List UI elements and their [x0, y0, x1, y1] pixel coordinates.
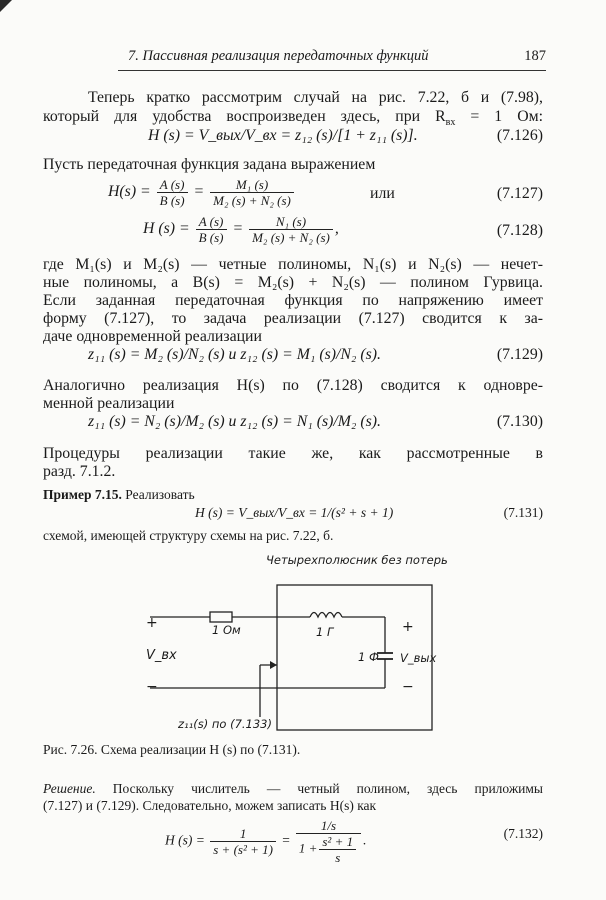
text-run: который для удобства воспроизведен здесь, при R: [43, 108, 446, 125]
denominator: B (s): [157, 192, 188, 208]
fraction: [210, 826, 276, 857]
text-run: 1 +: [298, 840, 318, 856]
eq-lhs: H(s) =: [108, 183, 151, 201]
fraction: [157, 177, 188, 208]
eq-lhs: H (s) =: [165, 832, 205, 848]
para-line: Теперь кратко рассмотрим случай на рис. 7.22, б и (7.98),: [88, 89, 543, 106]
para-line: Пусть передаточная функция задана выражением: [43, 156, 376, 173]
equation-7-132: [165, 818, 366, 865]
para-line: ные полиномы, а B(s) = M₂(s) + N₂(s) — полином Гурвица.: [43, 274, 543, 291]
numerator: 1/s: [320, 818, 337, 833]
fraction: [249, 214, 333, 245]
para-line: форму (7.127), то задача реализации (7.127) сводится к за-: [43, 310, 543, 327]
eq-number: (7.131): [503, 505, 543, 520]
solution-line: [43, 780, 543, 797]
text-run: Реализовать: [121, 487, 195, 502]
z11-label: z₁₁(s) по (7.133): [178, 717, 272, 731]
running-header: [128, 48, 546, 70]
vin-label: V_вх: [146, 648, 177, 663]
para-line: Процедуры реализации такие же, как рассмотренные в: [43, 445, 543, 462]
para-line: менной реализации: [43, 395, 175, 412]
network-label: Четырехполюсник без потерь: [266, 553, 448, 567]
equation-7-131: H (s) = V_вых/V_вх = 1/(s² + s + 1): [195, 505, 394, 520]
numerator: A (s): [198, 214, 224, 229]
capacitor-label: 1 Ф: [358, 650, 379, 664]
denominator: s + (s² + 1): [210, 841, 276, 857]
eq-lhs: H (s) =: [143, 220, 190, 238]
eq-number: (7.128): [496, 222, 543, 239]
text-run: = 1 Ом:: [455, 108, 544, 125]
equation-7-130: z₁₁ (s) = N₂ (s)/M₂ (s) и z₁₂ (s) = N₁ (s)/M₂ (s).: [88, 413, 381, 430]
chapter-title: 7. Пассивная реализация передаточных функций: [128, 48, 429, 64]
or-word: или: [370, 185, 395, 202]
equation-7-128: [143, 214, 339, 245]
inductor-label: 1 Г: [316, 625, 334, 639]
text-run: Поскольку числитель — четный полином, здесь приложимы: [95, 781, 543, 796]
eq-sign: =: [232, 220, 244, 238]
denominator: B (s): [196, 229, 227, 245]
equation-7-129: z₁₁ (s) = M₂ (s)/N₂ (s) и z₁₂ (s) = M₁ (s)/N₂ (s).: [88, 346, 381, 363]
para-line: (7.127) и (7.129). Следовательно, можем записать H(s) как: [43, 798, 377, 813]
resistor: [210, 612, 232, 622]
figure-caption: Рис. 7.26. Схема реализации H (s) по (7.131).: [43, 742, 301, 757]
fraction: [196, 214, 227, 245]
numerator: 1: [239, 826, 247, 841]
para-line: Аналогично реализация H(s) по (7.128) сводится к одновре-: [43, 377, 543, 394]
example-label: Пример 7.15.: [43, 487, 122, 502]
page-number: 187: [524, 48, 546, 64]
vout-label: V_вых: [400, 651, 437, 665]
numerator: A (s): [159, 177, 185, 192]
nested-fraction: [319, 834, 356, 865]
para-line: даче одновременной реализации: [43, 328, 262, 345]
minus-out: −: [402, 679, 414, 695]
plus-in: +: [146, 615, 158, 631]
plus-out: +: [402, 619, 414, 635]
eq-number: (7.127): [496, 185, 543, 202]
eq-number: (7.126): [496, 127, 543, 144]
eq-sign: =: [281, 832, 291, 848]
example-line: [43, 486, 543, 503]
eq-sign: =: [193, 183, 205, 201]
subscript: вх: [445, 117, 456, 129]
punct: ,: [334, 220, 339, 238]
para-line: схемой, имеющей структуру схемы на рис. 7.22, б.: [43, 528, 334, 543]
equation-7-127: [108, 177, 296, 208]
fraction: [296, 818, 361, 865]
page-corner-mark: [0, 0, 12, 12]
equation-7-126: H (s) = V_вых/V_вх = z₁₂ (s)/[1 + z₁₁ (s)].: [148, 127, 418, 144]
minus-in: −: [146, 679, 158, 695]
arrow-head: [270, 661, 277, 669]
circuit-diagram: [140, 555, 460, 740]
eq-number: (7.132): [503, 826, 543, 841]
eq-number: (7.130): [496, 413, 543, 430]
eq-number: (7.129): [496, 346, 543, 363]
para-line: Если заданная передаточная функция по напряжению имеет: [43, 292, 543, 309]
denominator: M₂ (s) + N₂ (s): [210, 192, 294, 208]
resistor-label: 1 Ом: [212, 623, 241, 637]
denominator: [296, 833, 361, 865]
para-line: разд. 7.1.2.: [43, 463, 116, 480]
header-rule: [118, 70, 546, 71]
numerator: N₁ (s): [275, 214, 307, 229]
denominator: M₂ (s) + N₂ (s): [249, 229, 333, 245]
denominator: s: [319, 849, 356, 865]
inductor: [310, 613, 342, 618]
punct: .: [363, 832, 367, 848]
fraction: [210, 177, 294, 208]
numerator: s² + 1: [322, 834, 354, 849]
circuit-figure: [140, 555, 460, 740]
solution-label: Решение.: [43, 781, 96, 796]
para-line: где M₁(s) и M₂(s) — четные полиномы, N₁(s) и N₂(s) — нечет-: [43, 256, 543, 273]
numerator: M₁ (s): [235, 177, 269, 192]
